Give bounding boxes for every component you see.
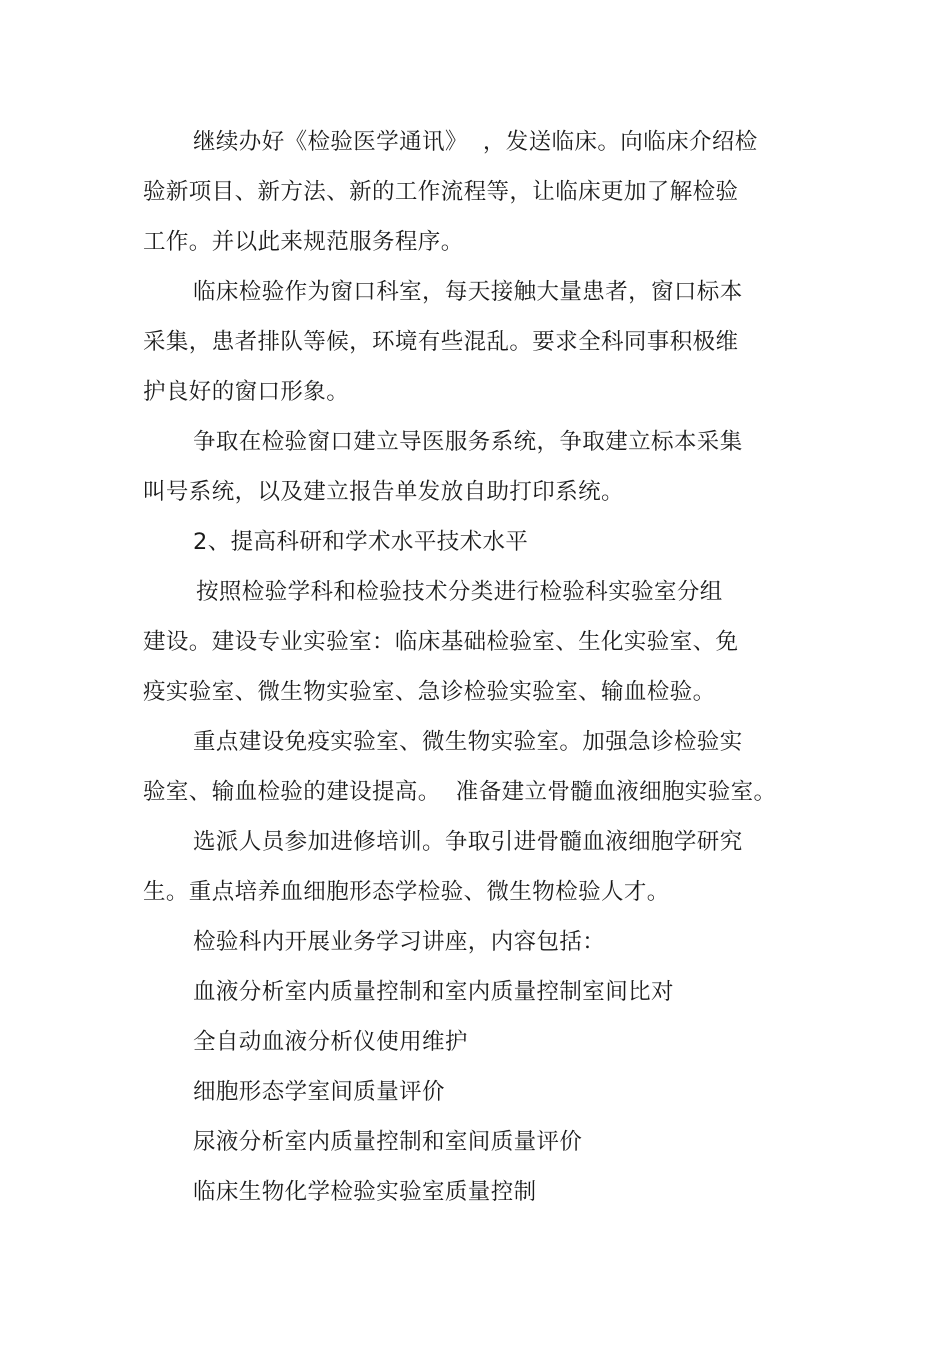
paragraph-7-line-2: 生。重点培养血细胞形态学检验、微生物检验人才。 bbox=[143, 879, 670, 905]
paragraph-6-line-1: 重点建设免疫实验室、微生物实验室。加强急诊检验实 bbox=[193, 729, 743, 755]
paragraph-1-line-1: 继续办好《检验医学通讯》 ，发送临床。向临床介绍检 bbox=[193, 129, 758, 155]
paragraph-6-line-2: 验室、输血检验的建设提高。 准备建立骨髓血液细胞实验室。 bbox=[143, 779, 777, 805]
paragraph-8-line-1: 检验科内开展业务学习讲座，内容包括： bbox=[193, 929, 606, 955]
list-item-1: 血液分析室内质量控制和室内质量控制室间比对 bbox=[193, 979, 674, 1005]
list-item-5: 临床生物化学检验实验室质量控制 bbox=[193, 1179, 537, 1205]
paragraph-2-line-3: 护良好的窗口形象。 bbox=[143, 379, 350, 405]
paragraph-3-line-2: 叫号系统，以及建立报告单发放自助打印系统。 bbox=[143, 479, 624, 505]
paragraph-1-line-3: 工作。并以此来规范服务程序。 bbox=[143, 229, 464, 255]
section-heading: 2、提高科研和学术水平技术水平 bbox=[193, 529, 529, 555]
list-item-4: 尿液分析室内质量控制和室间质量评价 bbox=[193, 1129, 583, 1155]
paragraph-5-line-2: 建设。建设专业实验室：临床基础检验室、生化实验室、免 bbox=[143, 629, 739, 655]
list-item-2: 全自动血液分析仪使用维护 bbox=[193, 1029, 468, 1055]
paragraph-2-line-1: 临床检验作为窗口科室，每天接触大量患者，窗口标本 bbox=[193, 279, 743, 305]
paragraph-3-line-1: 争取在检验窗口建立导医服务系统，争取建立标本采集 bbox=[193, 429, 743, 455]
list-item-3: 细胞形态学室间质量评价 bbox=[193, 1079, 445, 1105]
paragraph-2-line-2: 采集，患者排队等候，环境有些混乱。要求全科同事积极维 bbox=[143, 329, 739, 355]
paragraph-5-line-1: 按照检验学科和检验技术分类进行检验科实验室分组 bbox=[196, 579, 723, 605]
paragraph-7-line-1: 选派人员参加进修培训。争取引进骨髓血液细胞学研究 bbox=[193, 829, 743, 855]
paragraph-1-line-2: 验新项目、新方法、新的工作流程等，让临床更加了解检验 bbox=[143, 179, 739, 205]
paragraph-5-line-3: 疫实验室、微生物实验室、急诊检验实验室、输血检验。 bbox=[143, 679, 716, 705]
